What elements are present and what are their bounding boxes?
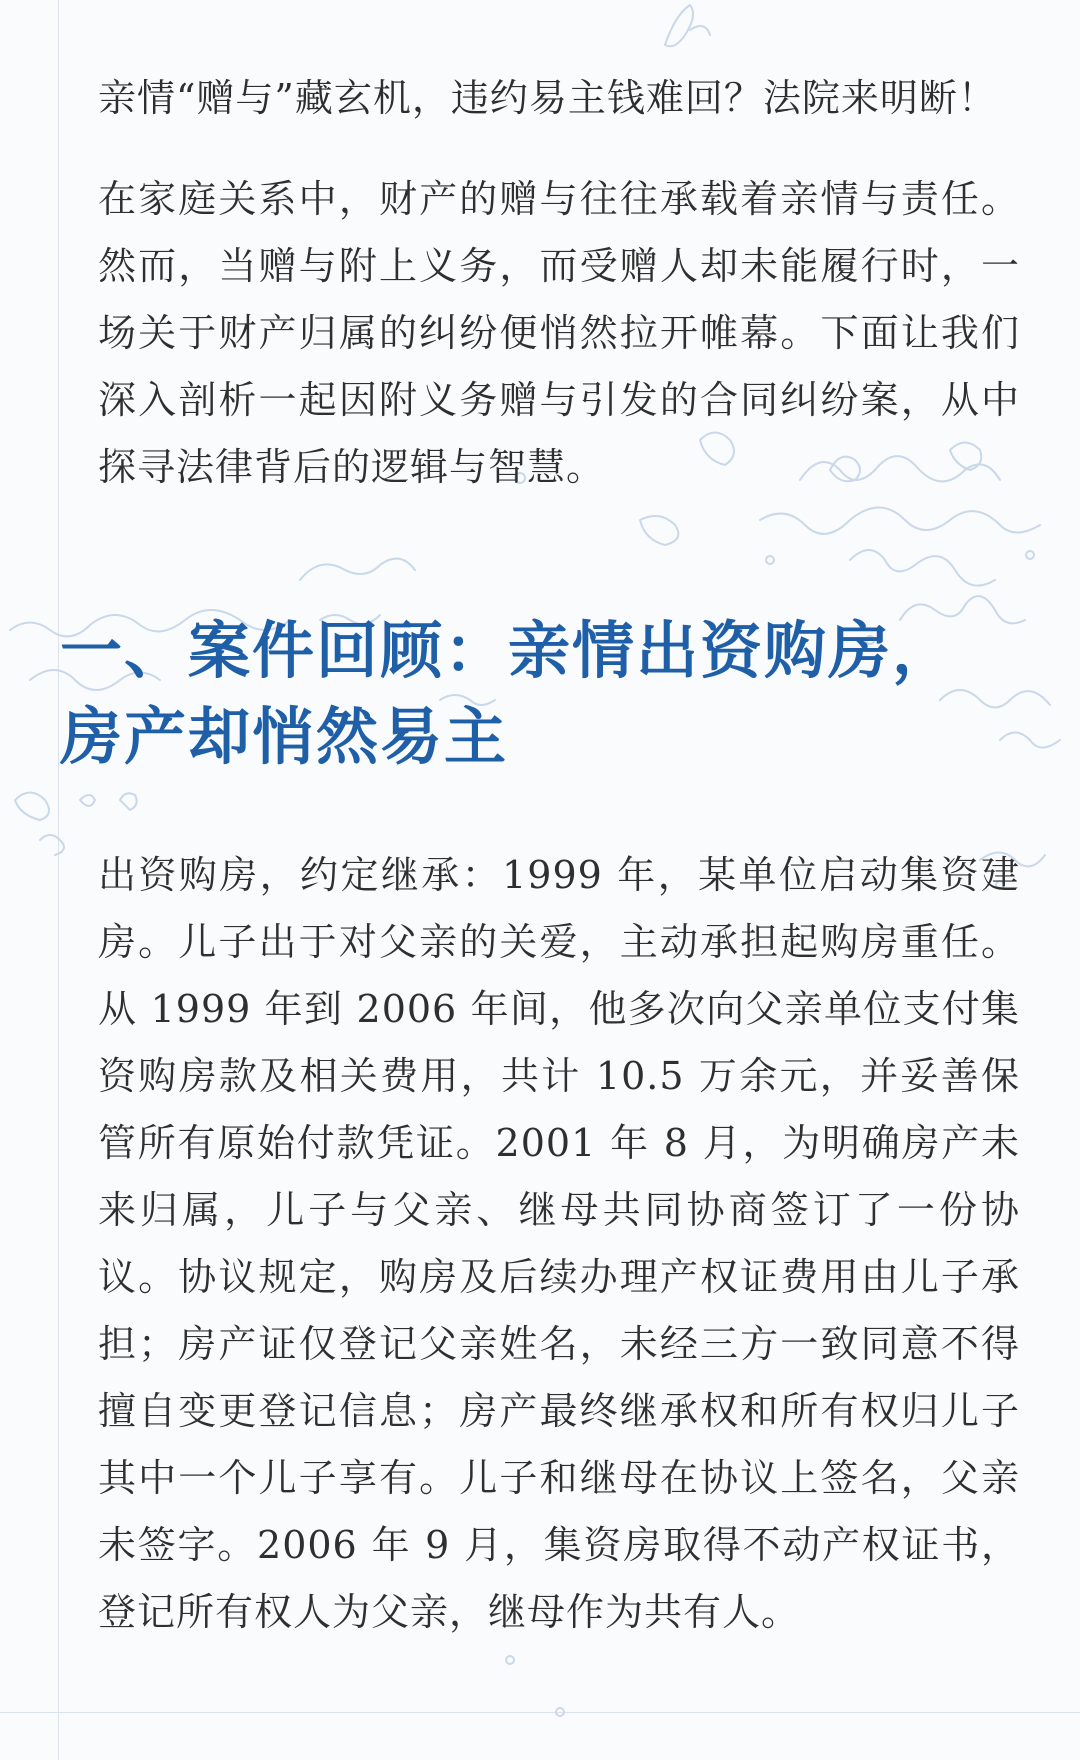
intro-paragraph: 在家庭关系中，财产的赠与往往承载着亲情与责任。然而，当赠与附上义务，而受赠人却未能履行时，一场关于财产归属的纠纷便悄然拉开帷幕。下面让我们深入剖析一起因附义务赠与引发的合同纠纷案，从中探寻法律背后的逻辑与智慧。 [98,177,1020,489]
section-heading-line-2: 房产却悄然易主 [60,700,509,773]
article-title: 亲情“赠与”藏玄机，违约易主钱难回？法院来明断！ [98,76,997,120]
case-review-paragraph: 出资购房，约定继承：1999 年，某单位启动集资建房。儿子出于对父亲的关爱，主动承担起购房重任。从 1999 年到 2006 年间，他多次向父亲单位支付集资购房款及相关费用，共计 10.5 万余元，并妥善保管所有原始付款凭证。2001 年 8 月，为明确房产未来归属，儿子与父亲、继母共同协商签订了一份协议。协议规定，购房及后续办理产权证费用由儿子承担；房产证仅登记父亲姓名，未经三方一致同意不得擅自变更登记信息；房产最终继承权和所有权归儿子其中一个儿子享有。儿子和继母在协议上签名，父亲未签字。2006 年 9 月，集资房取得不动产权证书，登记所有权人为父亲，继母作为共有人。 [98,853,1020,1634]
section-heading [60,608,1020,780]
section-heading-line-1: 一、案件回顾：亲情出资购房， [60,614,957,687]
